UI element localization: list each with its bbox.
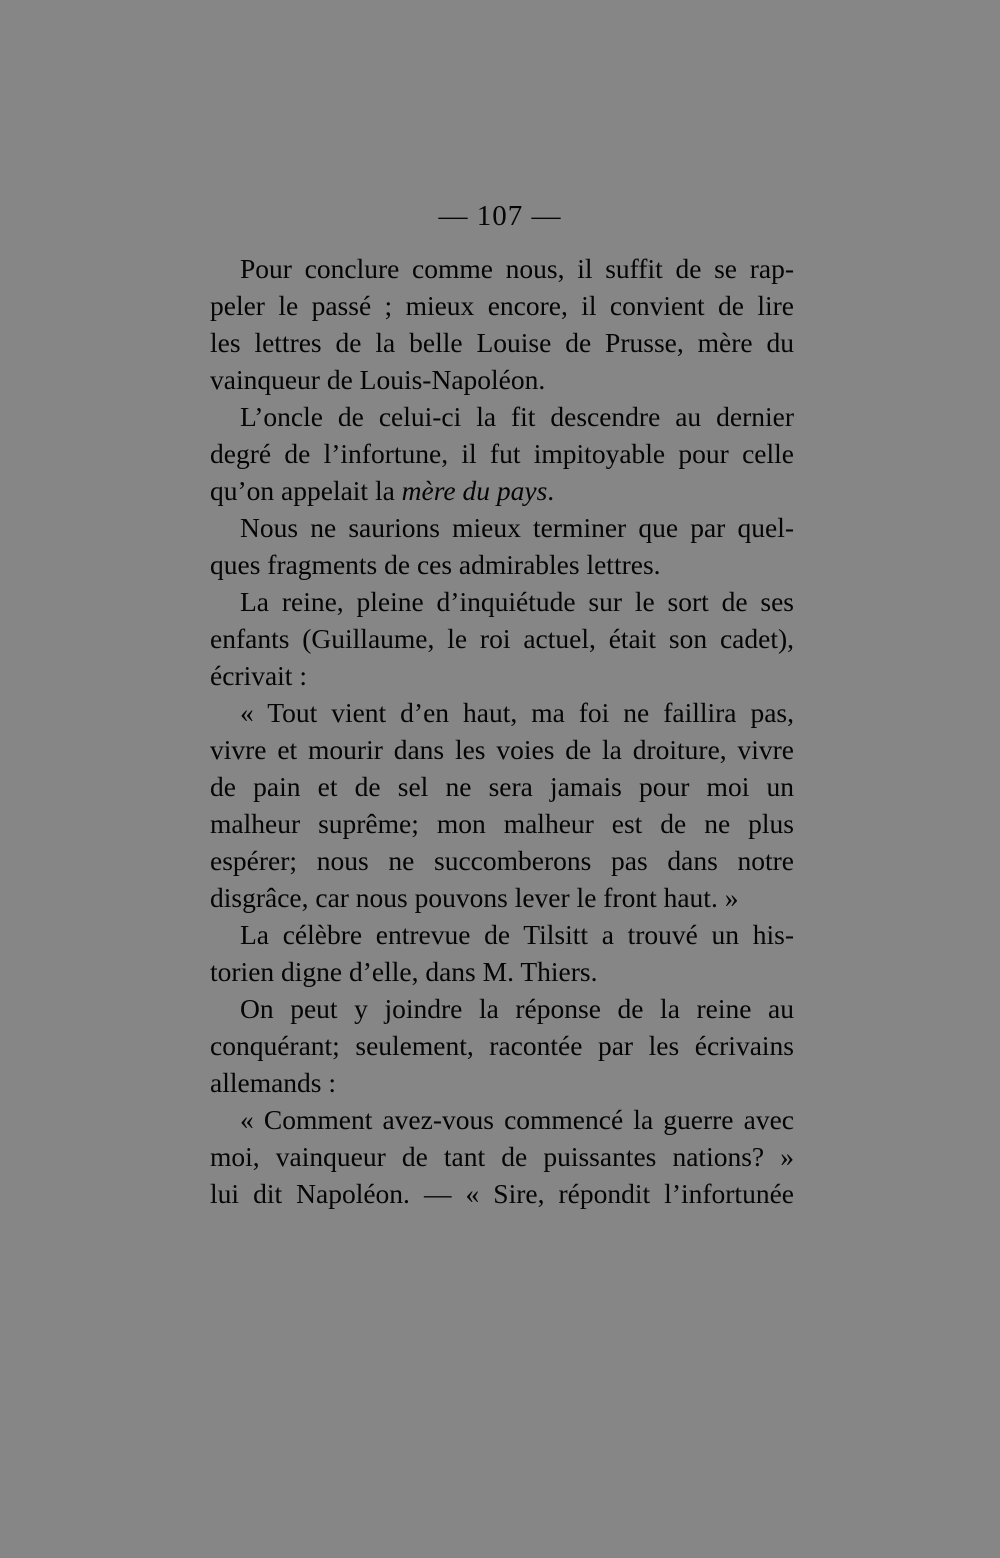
text-line-content: degré de l’infortune, il fut impitoyable pour celle: [210, 438, 794, 469]
text-line: [210, 1138, 794, 1175]
text-line-content: Pour conclure comme nous, il suffit de se rap-: [240, 253, 794, 284]
text-line-content: Nous ne saurions mieux terminer que par quel-: [240, 512, 794, 543]
text-line: [210, 990, 794, 1027]
page-number: — 107 —: [438, 200, 562, 232]
text-line: [210, 583, 794, 620]
text-line: [210, 398, 794, 435]
text-line-content: vivre et mourir dans les voies de la droiture, vivre: [210, 734, 794, 765]
text-line-content: vainqueur de Louis-Napoléon.: [210, 364, 546, 395]
text-line: [210, 842, 794, 879]
text-line-content: disgrâce, car nous pouvons lever le front haut. »: [210, 882, 739, 913]
text-line-content: qu’on appelait la: [210, 475, 402, 506]
text-line: [210, 435, 794, 472]
text-line-content: allemands :: [210, 1067, 337, 1098]
text-line: [210, 1027, 794, 1064]
text-line-content: écrivait :: [210, 660, 307, 691]
text-line: [210, 768, 794, 805]
text-line: [210, 324, 794, 361]
italic-phrase: mère du pays: [401, 475, 548, 506]
text-line-content: de pain et de sel ne sera jamais pour moi un: [210, 771, 794, 802]
text-line: [210, 620, 794, 657]
text-line-content: malheur suprême; mon malheur est de ne plus: [210, 808, 794, 839]
text-line-content: L’oncle de celui-ci la fit descendre au dernier: [240, 401, 794, 432]
text-line-content: On peut y joindre la réponse de la reine au: [240, 993, 794, 1024]
text-line-content: peler le passé ; mieux encore, il convient de lire: [210, 290, 794, 321]
text-line: [210, 1175, 794, 1212]
text-line-content: enfants (Guillaume, le roi actuel, était son cadet),: [210, 623, 794, 654]
text-line: [210, 805, 794, 842]
text-line-content: conquérant; seulement, racontée par les écrivains: [210, 1030, 794, 1061]
text-line: [210, 1064, 794, 1101]
text-line: [210, 731, 794, 768]
text-line-content: La reine, pleine d’inquiétude sur le sort de ses: [240, 586, 794, 617]
text-line: [210, 657, 794, 694]
text-line: [210, 953, 794, 990]
text-line-content: ques fragments de ces admirables lettres.: [210, 549, 661, 580]
text-line-content: « Comment avez-vous commencé la guerre avec: [240, 1104, 794, 1135]
text-line: [210, 472, 794, 509]
text-line: [210, 509, 794, 546]
text-line-content: « Tout vient d’en haut, ma foi ne faillira pas,: [240, 697, 794, 728]
text-line: [210, 361, 794, 398]
text-line: [210, 879, 794, 916]
text-line: [210, 250, 794, 287]
text-line: [210, 1101, 794, 1138]
text-line-content: moi, vainqueur de tant de puissantes nations? »: [210, 1141, 794, 1172]
text-line-content: La célèbre entrevue de Tilsitt a trouvé un his-: [240, 919, 794, 950]
text-line-content: torien digne d’elle, dans M. Thiers.: [210, 956, 598, 987]
text-line-content: les lettres de la belle Louise de Prusse, mère du: [210, 327, 794, 358]
text-line-end: .: [547, 475, 555, 506]
text-line: [210, 694, 794, 731]
body-text: [210, 250, 794, 1212]
text-line: [210, 916, 794, 953]
text-line: [210, 546, 794, 583]
text-line: [210, 287, 794, 324]
text-line-content: lui dit Napoléon. — « Sire, répondit l’infortunée: [210, 1178, 794, 1209]
text-line-content: espérer; nous ne succomberons pas dans notre: [210, 845, 794, 876]
